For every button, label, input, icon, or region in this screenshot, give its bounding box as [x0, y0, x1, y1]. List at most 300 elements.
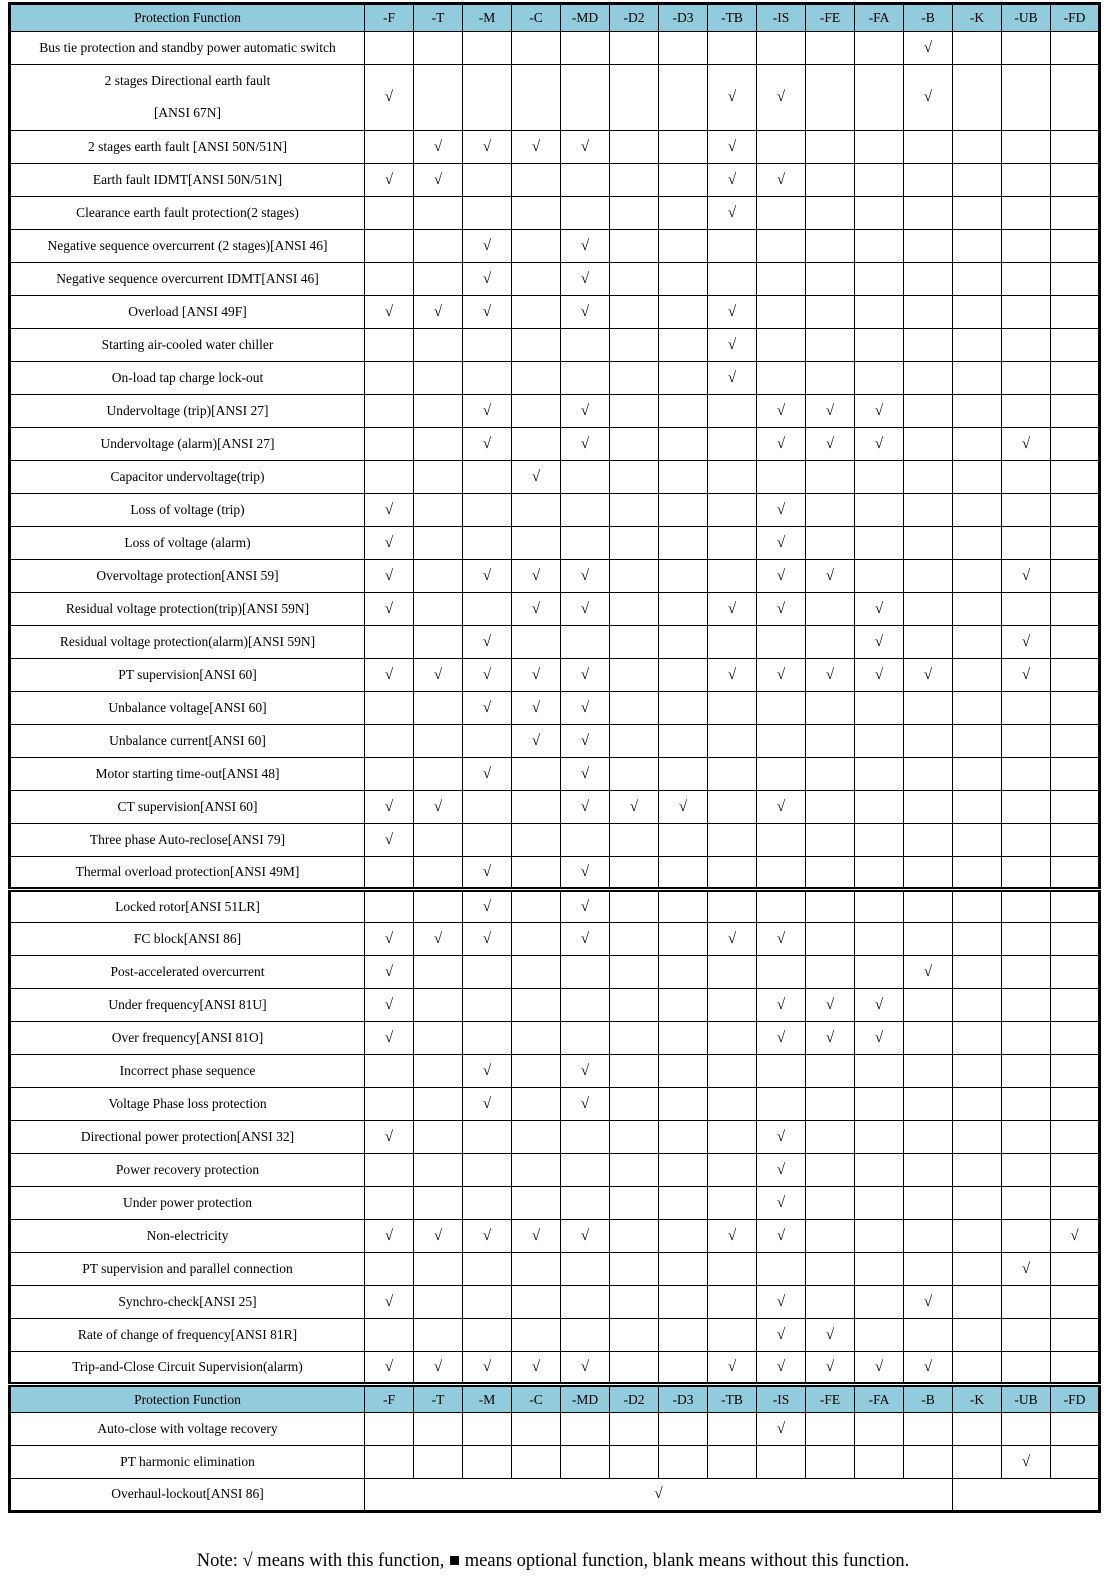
- check-cell-checked: √: [757, 1286, 806, 1319]
- check-cell-empty: [1002, 1055, 1051, 1088]
- check-cell-empty: [904, 1319, 953, 1352]
- check-cell-empty: [1051, 65, 1100, 131]
- check-cell-empty: [904, 725, 953, 758]
- check-cell-checked: √: [365, 824, 414, 857]
- check-cell-empty: [659, 197, 708, 230]
- check-cell-checked: √: [561, 725, 610, 758]
- check-cell-checked: √: [512, 461, 561, 494]
- table-row: [10, 1055, 1100, 1088]
- check-cell-empty: [561, 1253, 610, 1286]
- check-cell-empty: [659, 329, 708, 362]
- check-cell-empty: [806, 956, 855, 989]
- check-cell-empty: [463, 593, 512, 626]
- check-cell-empty: [414, 1121, 463, 1154]
- table-body: [10, 4, 1100, 1512]
- check-cell-checked: √: [561, 395, 610, 428]
- check-cell-empty: [414, 560, 463, 593]
- check-cell-checked: √: [708, 197, 757, 230]
- check-cell-empty: [1002, 923, 1051, 956]
- check-cell-empty: [1051, 428, 1100, 461]
- check-cell-empty: [953, 692, 1002, 725]
- check-cell-empty: [904, 758, 953, 791]
- row-label: Loss of voltage (alarm): [10, 527, 365, 560]
- check-cell-empty: [512, 626, 561, 659]
- check-cell-empty: [1051, 1352, 1100, 1385]
- table-row: [10, 923, 1100, 956]
- check-cell-empty: [463, 956, 512, 989]
- check-cell-empty: [708, 791, 757, 824]
- check-cell-empty: [953, 296, 1002, 329]
- check-cell-empty: [365, 1446, 414, 1479]
- check-cell-empty: [659, 32, 708, 65]
- check-cell-checked: √: [463, 857, 512, 890]
- check-cell-checked: √: [757, 1121, 806, 1154]
- check-cell-empty: [708, 692, 757, 725]
- check-cell-empty: [708, 824, 757, 857]
- check-cell-empty: [414, 692, 463, 725]
- check-cell-empty: [610, 1154, 659, 1187]
- check-cell-checked: √: [659, 791, 708, 824]
- check-cell-empty: [414, 197, 463, 230]
- check-cell-empty: [757, 857, 806, 890]
- header-protection-function: Protection Function: [10, 1385, 365, 1413]
- check-cell-empty: [659, 1286, 708, 1319]
- check-cell-checked: √: [904, 1286, 953, 1319]
- check-cell-checked: √: [708, 659, 757, 692]
- check-cell-empty: [659, 1220, 708, 1253]
- check-cell-empty: [561, 626, 610, 659]
- check-cell-empty: [855, 1286, 904, 1319]
- check-cell-empty: [512, 1121, 561, 1154]
- check-cell-empty: [610, 758, 659, 791]
- table-row: [10, 791, 1100, 824]
- check-cell-checked: √: [463, 428, 512, 461]
- check-cell-empty: [414, 1088, 463, 1121]
- check-cell-empty: [561, 362, 610, 395]
- check-cell-checked: √: [1002, 1253, 1051, 1286]
- table-row: [10, 659, 1100, 692]
- check-cell-checked: √: [463, 626, 512, 659]
- check-cell-checked: √: [463, 1220, 512, 1253]
- header-col-m: -M: [463, 1385, 512, 1413]
- check-cell-empty: [1002, 1319, 1051, 1352]
- check-cell-empty: [659, 1352, 708, 1385]
- check-cell-empty: [512, 1286, 561, 1319]
- check-cell-empty: [904, 362, 953, 395]
- check-cell-empty: [953, 1446, 1002, 1479]
- check-cell-empty: [904, 1154, 953, 1187]
- table-row: [10, 1479, 1100, 1512]
- row-label: Negative sequence overcurrent IDMT[ANSI 46]: [10, 263, 365, 296]
- check-cell-checked: √: [463, 923, 512, 956]
- check-cell-empty: [463, 824, 512, 857]
- check-cell-empty: [414, 395, 463, 428]
- header-col-c: -C: [512, 1385, 561, 1413]
- row-label: Voltage Phase loss protection: [10, 1088, 365, 1121]
- row-label: Clearance earth fault protection(2 stages): [10, 197, 365, 230]
- check-cell-empty: [561, 1319, 610, 1352]
- check-cell-empty: [708, 32, 757, 65]
- check-cell-empty: [1002, 692, 1051, 725]
- check-cell-empty: [855, 1446, 904, 1479]
- check-cell-empty: [414, 824, 463, 857]
- header-col-d3: -D3: [659, 1385, 708, 1413]
- check-cell-empty: [855, 956, 904, 989]
- check-cell-empty: [414, 857, 463, 890]
- table-row: [10, 197, 1100, 230]
- check-cell-empty: [561, 164, 610, 197]
- check-cell-empty: [1002, 1121, 1051, 1154]
- row-label: Loss of voltage (trip): [10, 494, 365, 527]
- header-col-ub: -UB: [1002, 1385, 1051, 1413]
- check-cell-empty: [610, 626, 659, 659]
- check-cell-empty: [512, 164, 561, 197]
- check-cell-empty: [561, 1413, 610, 1446]
- check-cell-empty: [659, 824, 708, 857]
- check-cell-empty: [855, 923, 904, 956]
- check-cell-empty: [414, 1413, 463, 1446]
- header-col-d2: -D2: [610, 1385, 659, 1413]
- check-cell-empty: [659, 1413, 708, 1446]
- check-cell-empty: [463, 1154, 512, 1187]
- check-cell-empty: [1002, 230, 1051, 263]
- check-cell-checked: √: [561, 560, 610, 593]
- check-cell-empty: [953, 1413, 1002, 1446]
- check-cell-empty: [806, 1121, 855, 1154]
- check-cell-empty: [512, 1022, 561, 1055]
- check-cell-empty: [855, 197, 904, 230]
- check-cell-empty: [708, 1286, 757, 1319]
- header-col-fa: -FA: [855, 1385, 904, 1413]
- check-cell-empty: [855, 32, 904, 65]
- check-cell-empty: [659, 560, 708, 593]
- table-row: [10, 1154, 1100, 1187]
- check-cell-empty: [414, 593, 463, 626]
- check-cell-empty: [1002, 989, 1051, 1022]
- check-cell-empty: [953, 395, 1002, 428]
- row-label: Rate of change of frequency[ANSI 81R]: [10, 1319, 365, 1352]
- check-cell-empty: [855, 1220, 904, 1253]
- check-cell-checked: √: [365, 593, 414, 626]
- check-cell-empty: [953, 527, 1002, 560]
- check-cell-checked: √: [806, 395, 855, 428]
- check-cell-checked: √: [365, 560, 414, 593]
- check-cell-empty: [512, 1187, 561, 1220]
- check-cell-empty: [953, 329, 1002, 362]
- check-cell-empty: [610, 692, 659, 725]
- check-cell-checked: √: [561, 1352, 610, 1385]
- check-cell-empty: [757, 824, 806, 857]
- check-cell-empty: [659, 131, 708, 164]
- check-cell-checked: √: [806, 659, 855, 692]
- table-row: [10, 230, 1100, 263]
- check-cell-empty: [1051, 1446, 1100, 1479]
- table-row: [10, 461, 1100, 494]
- check-cell-empty: [1002, 1220, 1051, 1253]
- check-cell-empty: [365, 758, 414, 791]
- check-cell-empty: [610, 989, 659, 1022]
- check-cell-empty: [757, 329, 806, 362]
- check-cell-checked: √: [414, 791, 463, 824]
- row-label: Undervoltage (trip)[ANSI 27]: [10, 395, 365, 428]
- check-cell-empty: [708, 1154, 757, 1187]
- table-row: [10, 989, 1100, 1022]
- row-label: Earth fault IDMT[ANSI 50N/51N]: [10, 164, 365, 197]
- row-label: Power recovery protection: [10, 1154, 365, 1187]
- check-cell-checked: √: [414, 131, 463, 164]
- header-col-fd: -FD: [1051, 1385, 1100, 1413]
- check-cell-empty: [1051, 923, 1100, 956]
- check-cell-empty: [610, 1121, 659, 1154]
- check-cell-empty: [561, 1121, 610, 1154]
- check-cell-checked: √: [365, 164, 414, 197]
- check-cell-checked: √: [414, 1220, 463, 1253]
- check-cell-empty: [659, 1088, 708, 1121]
- row-label: Locked rotor[ANSI 51LR]: [10, 890, 365, 923]
- row-label: PT supervision[ANSI 60]: [10, 659, 365, 692]
- check-cell-empty: [659, 692, 708, 725]
- row-label: CT supervision[ANSI 60]: [10, 791, 365, 824]
- check-cell-checked: √: [1002, 560, 1051, 593]
- check-cell-empty: [512, 857, 561, 890]
- check-cell-empty: [953, 32, 1002, 65]
- check-cell-empty: [1002, 461, 1051, 494]
- check-cell-empty: [806, 527, 855, 560]
- check-cell-checked: √: [708, 329, 757, 362]
- check-cell-checked: √: [1002, 659, 1051, 692]
- check-cell-empty: [512, 395, 561, 428]
- table-row: [10, 1022, 1100, 1055]
- check-cell-empty: [1002, 1154, 1051, 1187]
- check-cell-checked: √: [757, 1352, 806, 1385]
- check-cell-empty: [610, 527, 659, 560]
- check-cell-empty: [806, 197, 855, 230]
- check-cell-empty: [757, 1253, 806, 1286]
- check-cell-empty: [806, 824, 855, 857]
- check-cell-empty: [659, 461, 708, 494]
- check-cell-empty: [855, 263, 904, 296]
- check-cell-empty: [610, 362, 659, 395]
- check-cell-empty: [610, 824, 659, 857]
- check-cell-empty: [512, 362, 561, 395]
- check-cell-empty: [855, 857, 904, 890]
- check-cell-empty: [463, 362, 512, 395]
- row-label: Trip-and-Close Circuit Supervision(alarm): [10, 1352, 365, 1385]
- check-cell-checked: √: [561, 659, 610, 692]
- check-cell-empty: [806, 857, 855, 890]
- check-cell-empty: [512, 32, 561, 65]
- check-cell-empty: [414, 65, 463, 131]
- check-cell-empty: [365, 263, 414, 296]
- check-cell-empty: [463, 1253, 512, 1286]
- check-cell-empty: [855, 1253, 904, 1286]
- check-cell-empty: [365, 626, 414, 659]
- table-row: [10, 857, 1100, 890]
- check-cell-empty: [855, 296, 904, 329]
- check-cell-empty: [806, 32, 855, 65]
- header-col-fa: -FA: [855, 4, 904, 32]
- check-cell-empty: [953, 1121, 1002, 1154]
- check-cell-checked: √: [757, 560, 806, 593]
- check-cell-empty: [953, 659, 1002, 692]
- row-label: Bus tie protection and standby power automatic switch: [10, 32, 365, 65]
- header-col-is: -IS: [757, 1385, 806, 1413]
- check-cell-empty: [1051, 692, 1100, 725]
- check-cell-checked: √: [1002, 428, 1051, 461]
- check-cell-checked: √: [561, 923, 610, 956]
- table-row: [10, 758, 1100, 791]
- row-label: Unbalance voltage[ANSI 60]: [10, 692, 365, 725]
- check-cell-checked: √: [904, 65, 953, 131]
- check-cell-checked: √: [512, 725, 561, 758]
- check-cell-empty: [414, 1154, 463, 1187]
- row-label: Motor starting time-out[ANSI 48]: [10, 758, 365, 791]
- check-cell-empty: [610, 395, 659, 428]
- check-cell-empty: [561, 197, 610, 230]
- check-cell-checked: √: [365, 1022, 414, 1055]
- check-cell-empty: [806, 164, 855, 197]
- check-cell-empty: [953, 461, 1002, 494]
- check-cell-empty: [365, 461, 414, 494]
- check-cell-empty: [953, 1352, 1002, 1385]
- check-cell-empty: [806, 131, 855, 164]
- check-cell-empty: [365, 1319, 414, 1352]
- merged-check-cell: √: [365, 1479, 953, 1512]
- check-cell-empty: [414, 461, 463, 494]
- check-cell-empty: [806, 890, 855, 923]
- check-cell-empty: [806, 230, 855, 263]
- check-cell-empty: [953, 164, 1002, 197]
- table-row: [10, 956, 1100, 989]
- check-cell-checked: √: [561, 1088, 610, 1121]
- row-label: Synchro-check[ANSI 25]: [10, 1286, 365, 1319]
- row-label-line2: [ANSI 67N]: [153, 105, 222, 120]
- check-cell-empty: [512, 197, 561, 230]
- check-cell-empty: [1002, 593, 1051, 626]
- check-cell-empty: [365, 1088, 414, 1121]
- table-row: [10, 362, 1100, 395]
- check-cell-empty: [659, 428, 708, 461]
- table-row: [10, 1220, 1100, 1253]
- check-cell-checked: √: [463, 1055, 512, 1088]
- check-cell-empty: [904, 461, 953, 494]
- check-cell-empty: [757, 725, 806, 758]
- check-cell-empty: [806, 1154, 855, 1187]
- check-cell-empty: [855, 362, 904, 395]
- check-cell-empty: [806, 329, 855, 362]
- check-cell-empty: [855, 1088, 904, 1121]
- check-cell-checked: √: [365, 65, 414, 131]
- header-col-b: -B: [904, 4, 953, 32]
- check-cell-empty: [1002, 362, 1051, 395]
- row-label: Overload [ANSI 49F]: [10, 296, 365, 329]
- check-cell-empty: [953, 1286, 1002, 1319]
- check-cell-empty: [659, 1022, 708, 1055]
- check-cell-empty: [659, 593, 708, 626]
- table-row: [10, 494, 1100, 527]
- check-cell-empty: [414, 263, 463, 296]
- check-cell-checked: √: [512, 593, 561, 626]
- check-cell-empty: [512, 65, 561, 131]
- table-row: [10, 395, 1100, 428]
- check-cell-checked: √: [512, 560, 561, 593]
- check-cell-empty: [610, 32, 659, 65]
- check-cell-empty: [365, 890, 414, 923]
- check-cell-empty: [463, 527, 512, 560]
- check-cell-empty: [953, 1220, 1002, 1253]
- check-cell-empty: [904, 923, 953, 956]
- check-cell-checked: √: [806, 1352, 855, 1385]
- check-cell-checked: √: [806, 428, 855, 461]
- check-cell-empty: [659, 725, 708, 758]
- check-cell-empty: [414, 1319, 463, 1352]
- check-cell-empty: [1051, 824, 1100, 857]
- check-cell-empty: [1051, 296, 1100, 329]
- check-cell-empty: [512, 494, 561, 527]
- check-cell-empty: [1002, 824, 1051, 857]
- check-cell-empty: [512, 230, 561, 263]
- check-cell-empty: [757, 890, 806, 923]
- header-col-ub: -UB: [1002, 4, 1051, 32]
- check-cell-empty: [610, 164, 659, 197]
- table-row: [10, 1121, 1100, 1154]
- check-cell-empty: [1051, 659, 1100, 692]
- check-cell-empty: [365, 1055, 414, 1088]
- check-cell-empty: [855, 461, 904, 494]
- header-col-t: -T: [414, 4, 463, 32]
- check-cell-empty: [806, 1220, 855, 1253]
- check-cell-checked: √: [512, 1220, 561, 1253]
- check-cell-checked: √: [757, 659, 806, 692]
- check-cell-empty: [806, 1253, 855, 1286]
- table-row: [10, 296, 1100, 329]
- check-cell-empty: [708, 494, 757, 527]
- check-cell-empty: [1002, 956, 1051, 989]
- check-cell-checked: √: [708, 1352, 757, 1385]
- check-cell-empty: [463, 1121, 512, 1154]
- check-cell-empty: [414, 725, 463, 758]
- check-cell-empty: [610, 857, 659, 890]
- header-row: [10, 4, 1100, 32]
- check-cell-checked: √: [561, 1220, 610, 1253]
- check-cell-empty: [365, 1154, 414, 1187]
- check-cell-checked: √: [365, 989, 414, 1022]
- check-cell-empty: [463, 1413, 512, 1446]
- check-cell-empty: [512, 989, 561, 1022]
- check-cell-empty: [463, 1286, 512, 1319]
- check-cell-empty: [855, 560, 904, 593]
- check-cell-empty: [855, 164, 904, 197]
- check-cell-empty: [463, 461, 512, 494]
- check-cell-empty: [414, 758, 463, 791]
- header-col-is: -IS: [757, 4, 806, 32]
- check-cell-empty: [708, 857, 757, 890]
- check-cell-empty: [659, 362, 708, 395]
- check-cell-empty: [953, 626, 1002, 659]
- check-cell-empty: [561, 65, 610, 131]
- check-cell-checked: √: [806, 560, 855, 593]
- check-cell-empty: [757, 296, 806, 329]
- check-cell-empty: [757, 362, 806, 395]
- check-cell-checked: √: [855, 659, 904, 692]
- header-col-b: -B: [904, 1385, 953, 1413]
- check-cell-empty: [610, 230, 659, 263]
- check-cell-checked: √: [463, 263, 512, 296]
- check-cell-empty: [904, 494, 953, 527]
- row-label: Thermal overload protection[ANSI 49M]: [10, 857, 365, 890]
- check-cell-empty: [512, 1088, 561, 1121]
- check-cell-empty: [1051, 362, 1100, 395]
